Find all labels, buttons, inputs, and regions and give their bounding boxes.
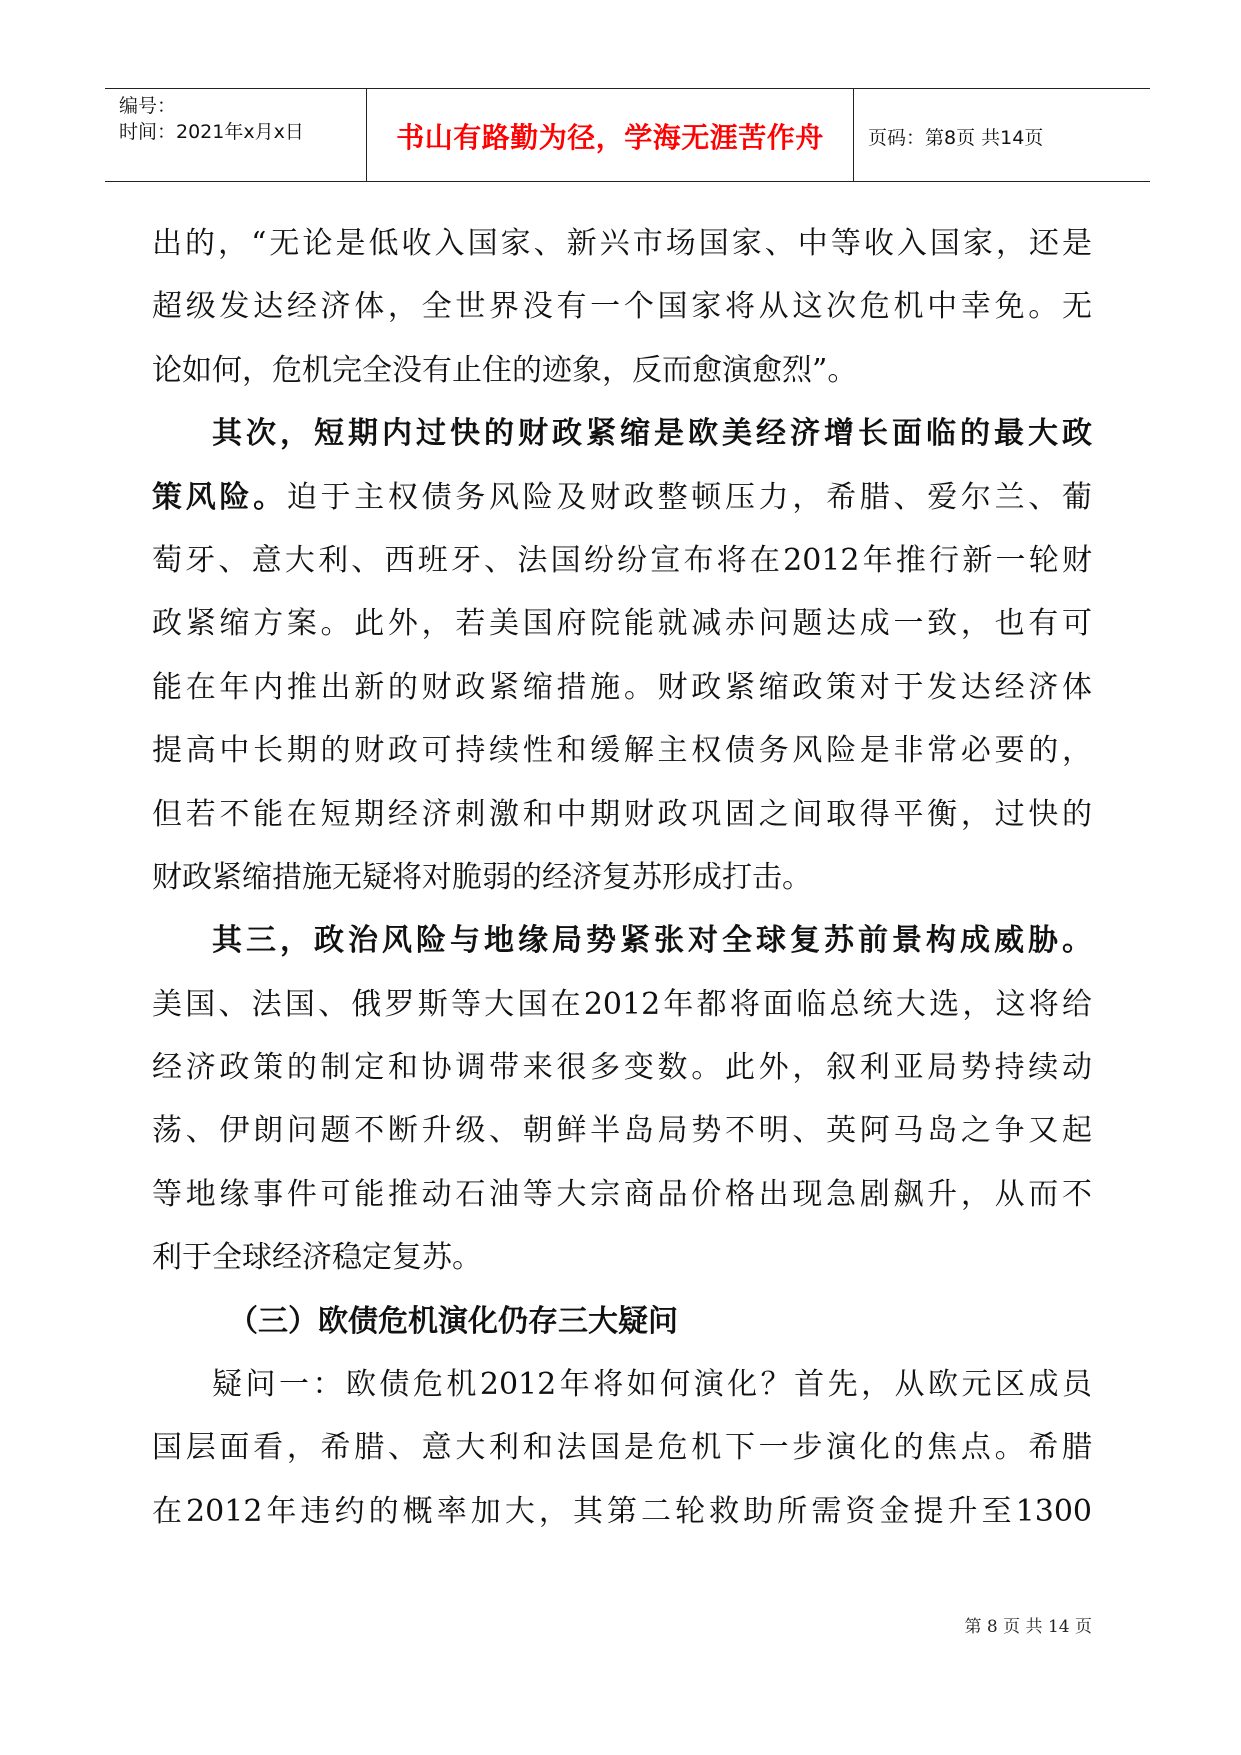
document-body — [152, 212, 1092, 1543]
body-line: 超级发达经济体，全世界没有一个国家将从这次危机中幸免。无 — [152, 289, 1092, 325]
body-line: 能在年内推出新的财政紧缩措施。财政紧缩政策对于发达经济体 — [152, 669, 1092, 705]
header-meta — [105, 89, 367, 181]
document-time-label: 时间：2021年x月x日 — [119, 121, 304, 143]
body-line: 在2012年违约的概率加大，其第二轮救助所需资金提升至1300 — [152, 1493, 1092, 1529]
body-line: 美国、法国、俄罗斯等大国在2012年都将面临总统大选，这将给 — [152, 986, 1092, 1022]
body-line: 等地缘事件可能推动石油等大宗商品价格出现急剧飙升，从而不 — [152, 1176, 1092, 1212]
document-header — [105, 88, 1150, 182]
bold-lead: 策风险。 — [152, 479, 287, 515]
section-heading: （三）欧债危机演化仍存三大疑问 — [228, 1303, 678, 1339]
body-line: 但若不能在短期经济刺激和中期财政巩固之间取得平衡，过快的 — [152, 796, 1092, 832]
body-line: 萄牙、意大利、西班牙、法国纷纷宣布将在2012年推行新一轮财 — [152, 542, 1092, 578]
body-line — [152, 909, 1092, 972]
body-line: 国层面看，希腊、意大利和法国是危机下一步演化的焦点。希腊 — [152, 1430, 1092, 1466]
body-line-rest: 迫于主权债务风险及财政整顿压力，希腊、爱尔兰、葡 — [286, 479, 1092, 515]
bold-lead: 其次，短期内过快的财政紧缩是欧美经济增长面临的最大政 — [212, 416, 1092, 452]
body-line: 利于全球经济稳定复苏。 — [152, 1240, 482, 1276]
body-line: 政紧缩方案。此外，若美国府院能就减赤问题达成一致，也有可 — [152, 606, 1092, 642]
body-line — [152, 402, 1092, 465]
header-page-number: 页码：第8页 共14页 — [868, 126, 1044, 149]
body-line: 论如何，危机完全没有止住的迹象，反而愈演愈烈”。 — [152, 352, 858, 388]
body-line: 经济政策的制定和协调带来很多变数。此外，叙利亚局势持续动 — [152, 1050, 1092, 1086]
body-line: 疑问一：欧债危机2012年将如何演化？首先，从欧元区成员 — [212, 1367, 1092, 1403]
body-line: 出的，“无论是低收入国家、新兴市场国家、中等收入国家，还是 — [152, 226, 1092, 261]
header-motto: 书山有路勤为径，学海无涯苦作舟 — [367, 89, 854, 181]
bold-lead: 其三，政治风险与地缘局势紧张对全球复苏前景构成威胁。 — [212, 923, 1092, 959]
document-number-label: 编号： — [119, 95, 177, 117]
body-line: 财政紧缩措施无疑将对脆弱的经济复苏形成打击。 — [152, 859, 812, 895]
body-line — [152, 466, 1092, 529]
body-line: 提高中长期的财政可持续性和缓解主权债务风险是非常必要的， — [152, 733, 1092, 769]
body-line: 荡、伊朗问题不断升级、朝鲜半岛局势不明、英阿马岛之争又起 — [152, 1113, 1092, 1149]
page-footer: 第 8 页 共 14 页 — [964, 1617, 1092, 1637]
